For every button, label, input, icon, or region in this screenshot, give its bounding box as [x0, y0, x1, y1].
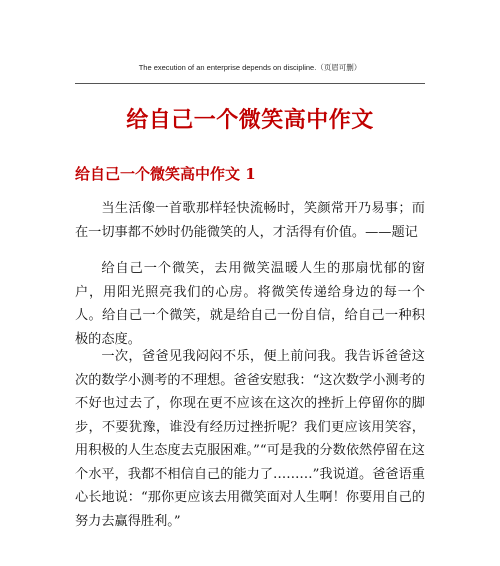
paragraph-story: 一次，爸爸见我闷闷不乐，便上前问我。我告诉爸爸这次的数学小测考的不理想。爸爸安慰我：“这次数学小测考的不好也过去了，你现在更不应该在这次的挫折上停留你的脚步，不要犹豫，谁没有经历过挫折呢？我们更应该用笑容，用积极的人生态度去克服困难。”“可是我的分数依然停留在这个水平，我都不相信自己的能力了………”我说道。爸爸语重心长地说：“那你更应该去用微笑面对人生啊！你要用自己的努力去赢得胜利。”	[75, 349, 425, 529]
document-title: 给自己一个微笑高中作文	[126, 107, 374, 133]
header-divider	[75, 83, 425, 84]
paragraph-epigraph: 当生活像一首歌那样轻快流畅时，笑颜常开乃易事；而在一切事都不妙时仍能微笑的人，才活得有价值。——题记	[75, 201, 425, 240]
page-header-note: The execution of an enterprise depends on discipline.（页眉可删）	[138, 63, 362, 72]
paragraph-intro: 给自己一个微笑，去用微笑温暖人生的那扇忧郁的窗户，用阳光照亮我们的心房。将微笑传递给身边的每一个人。给自己一个微笑，就是给自己一份自信，给自己一种积极的态度。	[75, 261, 425, 347]
section-heading: 给自己一个微笑高中作文 1	[75, 165, 256, 183]
